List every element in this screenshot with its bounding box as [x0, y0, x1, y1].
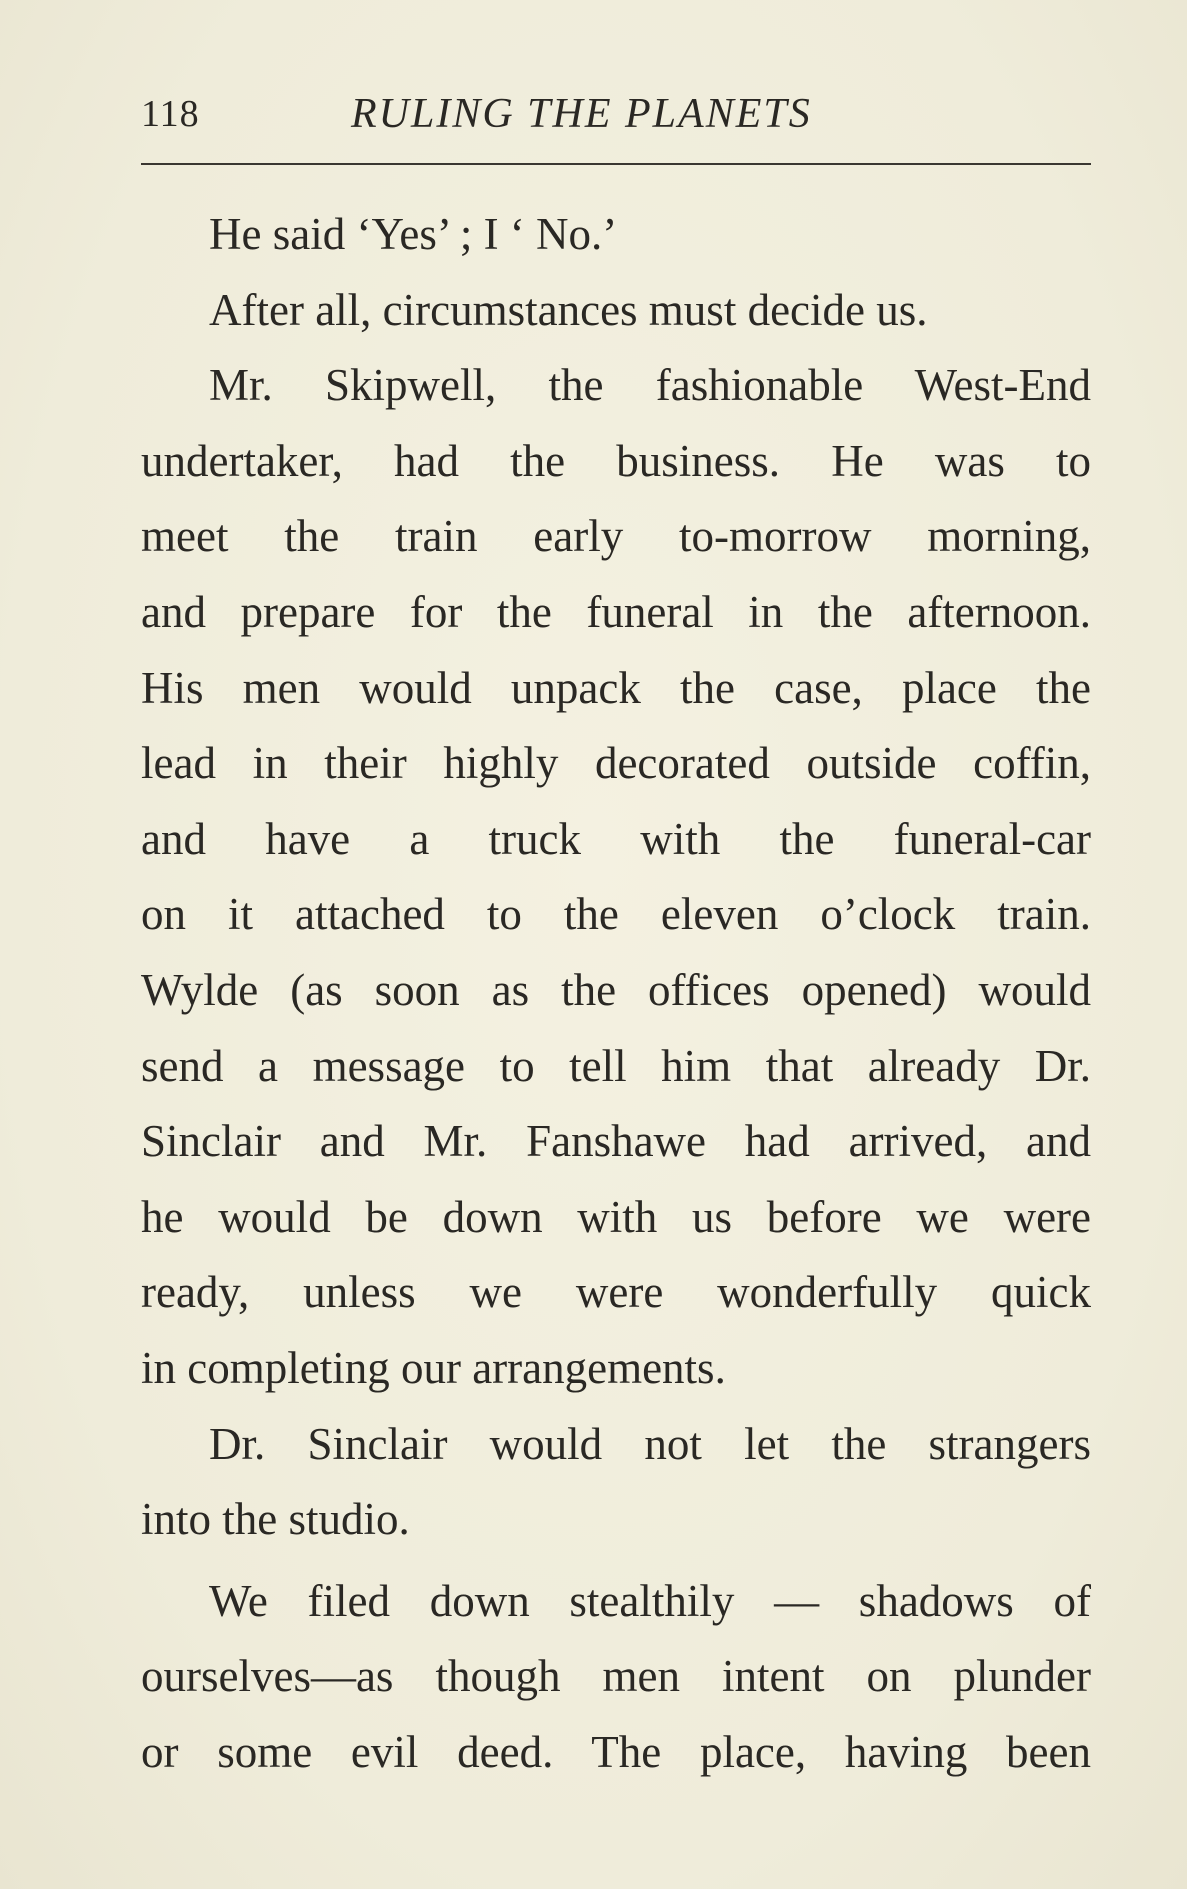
text-line: He said ‘Yes’ ; I ‘ No.’	[209, 209, 618, 259]
text-line: on it attached to the eleven o’clock train.	[141, 889, 1091, 940]
text-line: Dr. Sinclair would not let the strangers	[209, 1418, 1091, 1469]
text-line: or some evil deed. The place, having been	[141, 1726, 1091, 1777]
text-line: he would be down with us before we were	[141, 1191, 1091, 1242]
text-line: lead in their highly decorated outside coffin,	[141, 738, 1091, 789]
text-line: undertaker, had the business. He was to	[141, 435, 1091, 486]
text-line: send a message to tell him that already Dr.	[141, 1040, 1091, 1091]
text-line: After all, circumstances must decide us.	[209, 284, 928, 335]
body-text	[141, 197, 1091, 1790]
text-line: Wylde (as soon as the offices opened) would	[141, 964, 1091, 1015]
running-title: RULING THE PLANETS	[351, 91, 812, 137]
text-line: and have a truck with the funeral-car	[141, 813, 1091, 864]
text-line: in completing our arrangements.	[141, 1342, 726, 1393]
text-line: into the studio.	[141, 1494, 410, 1545]
header-rule	[141, 163, 1091, 165]
running-head	[141, 82, 1091, 142]
text-line: and prepare for the funeral in the afternoon.	[141, 586, 1091, 637]
page-number: 118	[141, 93, 200, 135]
text-line: We filed down stealthily — shadows of	[209, 1575, 1091, 1626]
text-line: meet the train early to-morrow morning,	[141, 511, 1091, 562]
text-line: ready, unless we were wonderfully quick	[141, 1267, 1091, 1318]
text-line: Mr. Skipwell, the fashionable West-End	[209, 360, 1091, 411]
text-line: Sinclair and Mr. Fanshawe had arrived, and	[141, 1116, 1091, 1167]
text-line: His men would unpack the case, place the	[141, 662, 1091, 713]
text-line: ourselves—as though men intent on plunder	[141, 1651, 1091, 1702]
